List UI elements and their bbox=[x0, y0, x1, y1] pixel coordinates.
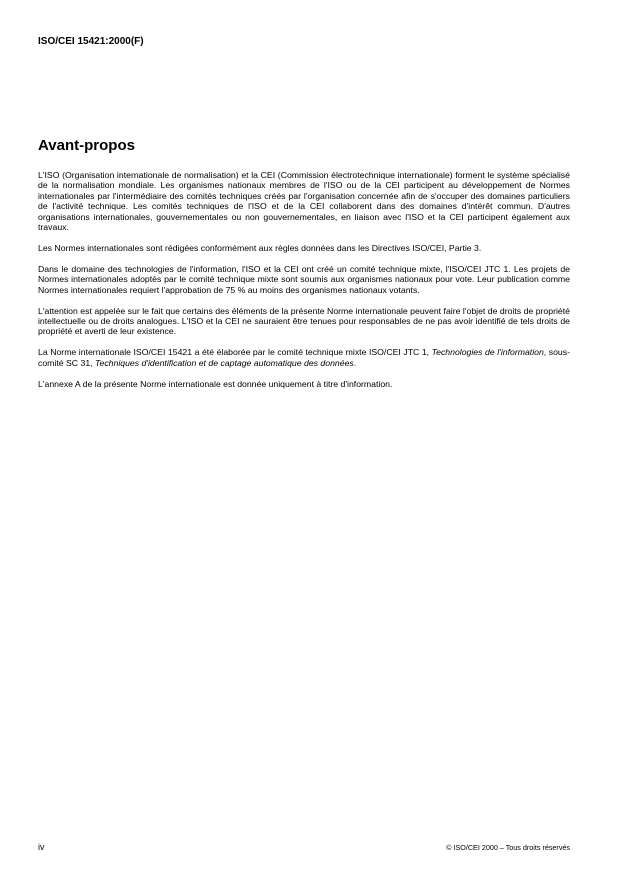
paragraph-organizations: L'ISO (Organisation internationale de normalisation) et la CEI (Commission électrotechnique internationale) forment le système spécialisé de la normalisation mondiale. Les organismes nationaux membres de l'ISO ou de la CEI participent au développement de Normes internationales par l'intermédiaire des comités techniques créés par l'organisation concernée afin de s'occuper des domaines particuliers de l'activité technique. Les comités techniques de l'ISO et de la CEI collaborent dans des domaines d'intérêt commun. D'autres organisations internationales, gouvernementales ou non gouvernementales, en liaison avec l'ISO et la CEI participent également aux travaux. bbox=[38, 170, 570, 233]
paragraph-jtc1: Dans le domaine des technologies de l'information, l'ISO et la CEI ont créé un comité technique mixte, l'ISO/CEI JTC 1. Les projets de Normes internationales adoptés par le comité technique mixte sont soumis aux organismes nationaux pour vote. Leur publication comme Normes internationales requiert l'approbation de 75 % au moins des organismes nationaux votants. bbox=[38, 263, 570, 295]
section-heading: Avant-propos bbox=[38, 137, 135, 154]
page-number: iv bbox=[38, 842, 45, 852]
paragraph-patent-rights: L'attention est appelée sur le fait que certains des éléments de la présente Norme internationale peuvent faire l'objet de droits de propriété intellectuelle ou de droits analogues. L'ISO et la CEI ne sauraient être tenues pour responsables de ne pas avoir identifié de tels droits de propriété et averti de leur existence. bbox=[38, 305, 570, 337]
paragraph-annex: L'annexe A de la présente Norme internationale est donnée uniquement à titre d'information. bbox=[38, 378, 393, 389]
paragraph-directives: Les Normes internationales sont rédigées conformément aux règles données dans les Directives ISO/CEI, Partie 3. bbox=[38, 242, 482, 253]
prepared-by-text-1: La Norme internationale ISO/CEI 15421 a été élaborée par le comité technique mixte ISO/CEI JTC 1, bbox=[38, 347, 432, 358]
prepared-by-text-2: , sous-comité SC 31, bbox=[38, 347, 570, 368]
subcommittee-title: Techniques d'identification et de captage automatique des données bbox=[94, 357, 354, 368]
paragraph-prepared-by bbox=[38, 347, 570, 368]
copyright-notice: © ISO/CEI 2000 – Tous droits réservés bbox=[446, 843, 570, 852]
committee-title: Technologies de l'information bbox=[431, 347, 544, 358]
document-id: ISO/CEI 15421:2000(F) bbox=[38, 36, 144, 47]
foreword-body bbox=[38, 170, 570, 400]
prepared-by-text-3: . bbox=[353, 357, 357, 368]
